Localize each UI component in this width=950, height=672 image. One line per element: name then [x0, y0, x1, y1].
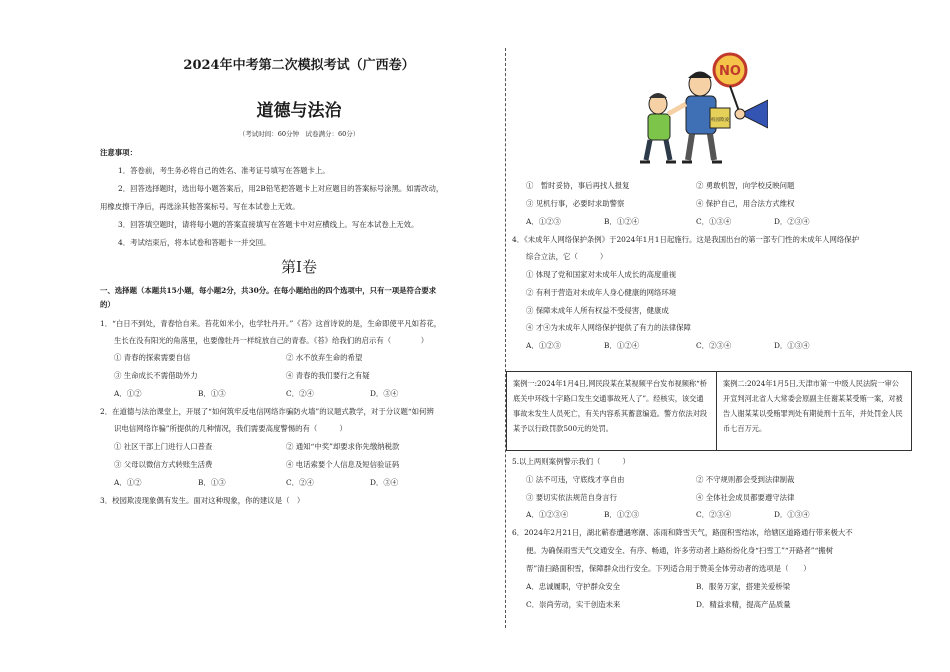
q2-statement-3: ③ 父母以微信方式转账生活费 — [114, 460, 213, 469]
q4-statement-3: ③ 保障未成年人所有权益不受侵害，健康成 — [526, 306, 669, 315]
volume-title: 第Ⅰ卷 — [281, 258, 317, 276]
q2-option-c[interactable]: C．②④ — [286, 478, 314, 487]
q3-option-c[interactable]: C．①③④ — [696, 217, 732, 226]
q1-statement-3: ③ 生命成长不需借助外力 — [114, 371, 198, 380]
case-box-1 — [506, 371, 717, 451]
q4-statement-2: ② 有利于营造对未成年人身心健康的网络环境 — [526, 288, 677, 297]
q6-option-b[interactable]: B．服务万家，搭建关爱桥梁 — [696, 582, 791, 591]
q5-statement-3: ③ 要切实依法规范自身言行 — [526, 493, 618, 502]
q3-statement-1: ① 暂时妥协，事后再找人报复 — [526, 181, 630, 190]
q2-statement-4: ④ 电话索要个人信息及短信验证码 — [286, 460, 400, 469]
q3-statement-4: ④ 保护自己，用合法方式维权 — [696, 199, 795, 208]
no-sign-text: NO — [719, 64, 741, 79]
q2-option-a[interactable]: A．①② — [114, 478, 142, 487]
note-item: 4．考试结束后，将本试卷和答题卡一并交回。 — [118, 238, 271, 247]
q2-option-b[interactable]: B．①③ — [198, 478, 226, 487]
q2-statement-1: ① 社区干部上门进行人口普查 — [114, 442, 213, 451]
q1-stem: 1．“白日不到处，青春恰自来。苔花如米小，也学牡丹开。”《苔》这首诗说的是，生命即使平凡如苔花， — [100, 319, 442, 328]
q6-stem-cont2: 帮”清扫路面积雪，保障群众出行安全。下列适合用于赞美全体劳动者的选项是（ ） — [526, 564, 811, 573]
exam-title: 2024年中考第二次模拟考试（广西卷） — [183, 58, 415, 73]
q3-statement-3: ③ 见机行事，必要时求助警察 — [526, 199, 625, 208]
q5-statement-4: ④ 全体社会成员都要遵守法律 — [696, 493, 795, 502]
note-item: 用橡皮擦干净后，再选涂其他答案标号。写在本试卷上无效。 — [100, 202, 300, 211]
note-item: 1．答卷前，考生务必将自己的姓名、准考证号填写在答题卡上。 — [118, 166, 330, 175]
q1-option-d[interactable]: D．③④ — [370, 389, 399, 398]
q5-option-a[interactable]: A．①②③④ — [526, 510, 569, 519]
q3-option-a[interactable]: A．①②③ — [526, 217, 561, 226]
q6-stem: 6．2024年2月21日，湖北蕲春遭遇寒潮、冻雨和降雪天气，路面积雪结冰，给辖区道路通行带来极大不 — [512, 528, 853, 537]
section-heading: 一、选择题（本题共15小题，每小题2分，共30分。在每小题给出的四个选项中，只有一项是符合要求 — [100, 286, 437, 295]
q6-option-d[interactable]: D．精益求精，提高产品质量 — [696, 600, 791, 609]
q5-statement-2: ② 不守规则都会受到法律制裁 — [696, 475, 795, 484]
q6-option-a[interactable]: A．忠诚履职，守护群众安全 — [526, 582, 621, 591]
case-1-text: 案例一:2024年1月4日,网民段某在某视频平台发布视频称“桥底关中环线十字路口发生交通事故死人了”。经核实，该交通事故未发生人员死亡，有关内容系其蓄意编造。警方依法对段某予以行政罚款500元的处罚。 — [513, 379, 708, 433]
q2-statement-2: ② 通知“中奖”却要求你先缴纳税款 — [286, 442, 400, 451]
q5-option-c[interactable]: C．②③④ — [696, 510, 732, 519]
q4-stem-cont: 综合立法，它（ ） — [526, 252, 608, 261]
q3-statement-2: ② 勇敢机智，向学校反映问题 — [696, 181, 795, 190]
q6-option-c[interactable]: C．崇尚劳动，实干创造未来 — [526, 600, 621, 609]
q5-option-d[interactable]: D．①③④ — [774, 510, 810, 519]
q1-statement-4: ④ 青春的我们要行之有疑 — [286, 371, 370, 380]
q2-option-d[interactable]: D．③④ — [370, 478, 399, 487]
q1-statement-2: ② 水不放弃生命的希望 — [286, 353, 363, 362]
q5-stem: 5.以上两则案例警示我们（ ） — [512, 457, 630, 466]
q4-statement-4: ④ 才④为未成年人网络保护提供了有力的法律保障 — [526, 323, 691, 332]
q1-option-b[interactable]: B．①③ — [198, 389, 226, 398]
q4-option-a[interactable]: A．①②③ — [526, 341, 561, 350]
q3-stem: 3．校园欺凌现象偶有发生。面对这种现象，你的建议是（ ） — [100, 496, 305, 505]
q1-option-a[interactable]: A．①② — [114, 389, 142, 398]
column-divider — [505, 48, 506, 628]
notes-heading: 注意事项： — [100, 148, 137, 157]
q5-statement-1: ① 法不可违，守底线才享自由 — [526, 475, 625, 484]
q4-stem: 4．《未成年人网络保护条例》于2024年1月1日起施行。这是我国出台的第一部专门性的未成年人网络保护 — [512, 235, 860, 244]
q6-stem-cont: 便。为确保雨雪天气交通安全、有序、畅通，许多劳动者上路纷纷化身“扫雪工”“开路者”“搬树 — [526, 546, 834, 555]
backpack-label: 校园欺凌 — [711, 118, 729, 123]
q5-option-b[interactable]: B．①②③ — [604, 510, 639, 519]
note-item: 3．回答填空题时，请将每小题的答案直接填写在答题卡中对应横线上。写在本试卷上无效。 — [118, 220, 419, 229]
q2-stem-cont: 识电信网络诈骗”所提供的几种情况，我们需要高度警惕的有（ ） — [114, 424, 347, 433]
q2-stem: 2．在道德与法治课堂上，开展了“如何筑牢反电信网络诈骗防火墙”的议题式教学，对于分议题“如何辨 — [100, 407, 434, 416]
q3-option-d[interactable]: D．②③④ — [774, 217, 810, 226]
bullying-illustration — [628, 48, 768, 170]
exam-time-note: （考试时间：60分钟 试卷满分：60分） — [238, 130, 360, 138]
note-item: 2．回答选择题时，选出每小题答案后，用2B铅笔把答题卡上对应题目的答案标号涂黑。如需改动， — [118, 184, 444, 193]
case-2-text: 案例二:2024年1月5日,天津市第一中级人民法院一审公开宣判河北省人大常委会原副主任谢某某受贿一案，对被告人谢某某以受贿罪判处有期徒刑十五年，并处罚金人民币七百万元。 — [723, 379, 903, 433]
section-heading-cont: 的） — [100, 300, 115, 309]
case-box-2 — [717, 371, 912, 451]
q4-option-c[interactable]: C．②③④ — [696, 341, 732, 350]
q4-option-b[interactable]: B．①②④ — [604, 341, 639, 350]
q4-statement-1: ① 体现了党和国家对未成年人成长的高度重视 — [526, 270, 677, 279]
q1-statement-1: ① 青春的探索需要自信 — [114, 353, 191, 362]
q1-stem-cont: 生长在没有阳光的角落里，也要像牡丹一样绽放自己的青春。《苔》给我们的启示有（ ） — [114, 336, 429, 345]
q3-option-b[interactable]: B．①②④ — [604, 217, 639, 226]
q1-option-c[interactable]: C．②④ — [286, 389, 314, 398]
q4-option-d[interactable]: D．①③④ — [774, 341, 810, 350]
subject-title: 道德与法治 — [256, 101, 342, 121]
